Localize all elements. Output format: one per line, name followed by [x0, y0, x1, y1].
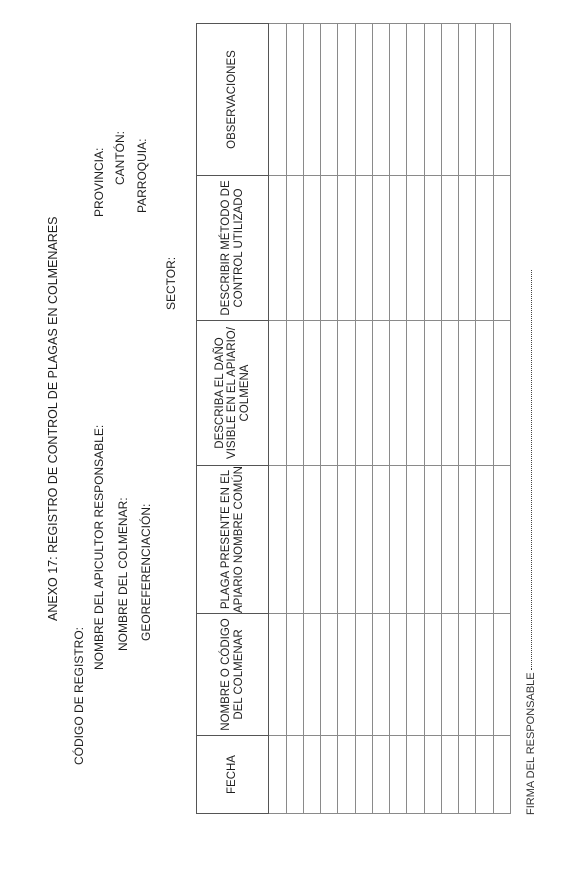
table-row	[286, 24, 303, 814]
table-cell[interactable]	[269, 614, 286, 736]
signature-label: FIRMA DEL RESPONSABLE	[525, 672, 537, 815]
table-cell[interactable]	[390, 321, 407, 466]
table-cell[interactable]	[459, 614, 476, 736]
table-cell[interactable]	[286, 321, 303, 466]
table-cell[interactable]	[493, 321, 510, 466]
table-cell[interactable]	[338, 321, 355, 466]
table-cell[interactable]	[321, 321, 338, 466]
table-cell[interactable]	[269, 24, 286, 176]
table-cell[interactable]	[476, 466, 493, 614]
table-cell[interactable]	[303, 614, 320, 736]
column-header-date: FECHA	[197, 736, 269, 814]
table-cell[interactable]	[476, 176, 493, 321]
table-cell[interactable]	[493, 614, 510, 736]
table-cell[interactable]	[493, 736, 510, 814]
table-header-row	[197, 24, 269, 814]
table-cell[interactable]	[424, 736, 441, 814]
table-cell[interactable]	[286, 24, 303, 176]
table-row	[441, 24, 458, 814]
table-cell[interactable]	[424, 321, 441, 466]
table-cell[interactable]	[441, 24, 458, 176]
table-row	[476, 24, 493, 814]
table-cell[interactable]	[476, 736, 493, 814]
table-cell[interactable]	[407, 176, 424, 321]
table-cell[interactable]	[269, 176, 286, 321]
table-cell[interactable]	[321, 614, 338, 736]
table-cell[interactable]	[390, 614, 407, 736]
table-cell[interactable]	[407, 614, 424, 736]
table-cell[interactable]	[424, 24, 441, 176]
table-cell[interactable]	[338, 614, 355, 736]
table-cell[interactable]	[303, 736, 320, 814]
table-row	[303, 24, 320, 814]
signature-line	[525, 270, 537, 815]
column-header-pest: PLAGA PRESENTE EN EL APIARIO NOMBRE COMÚN	[197, 466, 269, 614]
table-cell[interactable]	[459, 321, 476, 466]
table-cell[interactable]	[303, 176, 320, 321]
table-cell[interactable]	[493, 176, 510, 321]
table-cell[interactable]	[321, 176, 338, 321]
table-cell[interactable]	[407, 466, 424, 614]
table-cell[interactable]	[286, 736, 303, 814]
table-cell[interactable]	[476, 321, 493, 466]
table-cell[interactable]	[424, 176, 441, 321]
table-row	[407, 24, 424, 814]
document-title: ANEXO 17: REGISTRO DE CONTROL DE PLAGAS EN COLMENARES	[46, 216, 60, 621]
table-cell[interactable]	[441, 321, 458, 466]
sector-label: SECTOR:	[164, 256, 178, 310]
column-header-damage: DESCRIBA EL DAÑO VISIBLE EN EL APIARIO/ COLMENA	[197, 321, 269, 466]
column-header-apiary: NOMBRE O CÓDIGO DEL COLMENAR	[197, 614, 269, 736]
table-cell[interactable]	[286, 614, 303, 736]
table-cell[interactable]	[355, 176, 372, 321]
canton-label: CANTÓN:	[113, 131, 127, 185]
table-cell[interactable]	[269, 466, 286, 614]
table-row	[424, 24, 441, 814]
table-cell[interactable]	[390, 466, 407, 614]
signature-dotted-line	[531, 270, 532, 670]
apiary-name-label: NOMBRE DEL COLMENAR:	[116, 497, 130, 651]
table-row	[355, 24, 372, 814]
pest-control-table	[196, 23, 511, 814]
table-row	[321, 24, 338, 814]
province-label: PROVINCIA:	[92, 147, 106, 217]
table-cell[interactable]	[390, 736, 407, 814]
beekeeper-name-label: NOMBRE DEL APICULTOR RESPONSABLE:	[92, 424, 106, 670]
table-cell[interactable]	[269, 736, 286, 814]
table-cell[interactable]	[338, 736, 355, 814]
table-row	[269, 24, 286, 814]
table-cell[interactable]	[372, 176, 389, 321]
table-cell[interactable]	[355, 736, 372, 814]
table-cell[interactable]	[441, 466, 458, 614]
table-cell[interactable]	[303, 466, 320, 614]
column-header-method: DESCRIBIR MÉTODO DE CONTROL UTILIZADO	[197, 176, 269, 321]
table-cell[interactable]	[493, 24, 510, 176]
table-cell[interactable]	[269, 321, 286, 466]
table-cell[interactable]	[338, 24, 355, 176]
table-row	[338, 24, 355, 814]
column-header-observations: OBSERVACIONES	[197, 24, 269, 176]
table-cell[interactable]	[321, 466, 338, 614]
table-row	[493, 24, 510, 814]
table-cell[interactable]	[441, 176, 458, 321]
table-cell[interactable]	[459, 466, 476, 614]
table-row	[372, 24, 389, 814]
georeference-label: GEOREFERENCIACIÓN:	[139, 503, 153, 641]
table-row	[459, 24, 476, 814]
table-cell[interactable]	[372, 614, 389, 736]
table-cell[interactable]	[321, 736, 338, 814]
table-cell[interactable]	[441, 736, 458, 814]
parish-label: PARROQUIA:	[135, 138, 149, 213]
table-cell[interactable]	[338, 176, 355, 321]
table-cell[interactable]	[390, 24, 407, 176]
table-cell[interactable]	[459, 24, 476, 176]
table-cell[interactable]	[372, 24, 389, 176]
table-cell[interactable]	[355, 24, 372, 176]
table-cell[interactable]	[321, 24, 338, 176]
table-cell[interactable]	[338, 466, 355, 614]
table-cell[interactable]	[355, 466, 372, 614]
table-cell[interactable]	[476, 24, 493, 176]
table-cell[interactable]	[372, 321, 389, 466]
table-row	[390, 24, 407, 814]
table-cell[interactable]	[286, 466, 303, 614]
table-cell[interactable]	[355, 614, 372, 736]
table-cell[interactable]	[476, 614, 493, 736]
table-cell[interactable]	[355, 321, 372, 466]
table-cell[interactable]	[372, 466, 389, 614]
table-cell[interactable]	[372, 736, 389, 814]
table-cell[interactable]	[441, 614, 458, 736]
table-cell[interactable]	[424, 466, 441, 614]
table-cell[interactable]	[286, 176, 303, 321]
table-cell[interactable]	[303, 24, 320, 176]
registration-code-label: CÓDIGO DE REGISTRO:	[72, 626, 86, 765]
table-cell[interactable]	[459, 736, 476, 814]
table-cell[interactable]	[407, 24, 424, 176]
table-cell[interactable]	[303, 321, 320, 466]
table-cell[interactable]	[424, 614, 441, 736]
table-cell[interactable]	[407, 736, 424, 814]
table-cell[interactable]	[390, 176, 407, 321]
table-cell[interactable]	[493, 466, 510, 614]
table-cell[interactable]	[459, 176, 476, 321]
table-cell[interactable]	[407, 321, 424, 466]
